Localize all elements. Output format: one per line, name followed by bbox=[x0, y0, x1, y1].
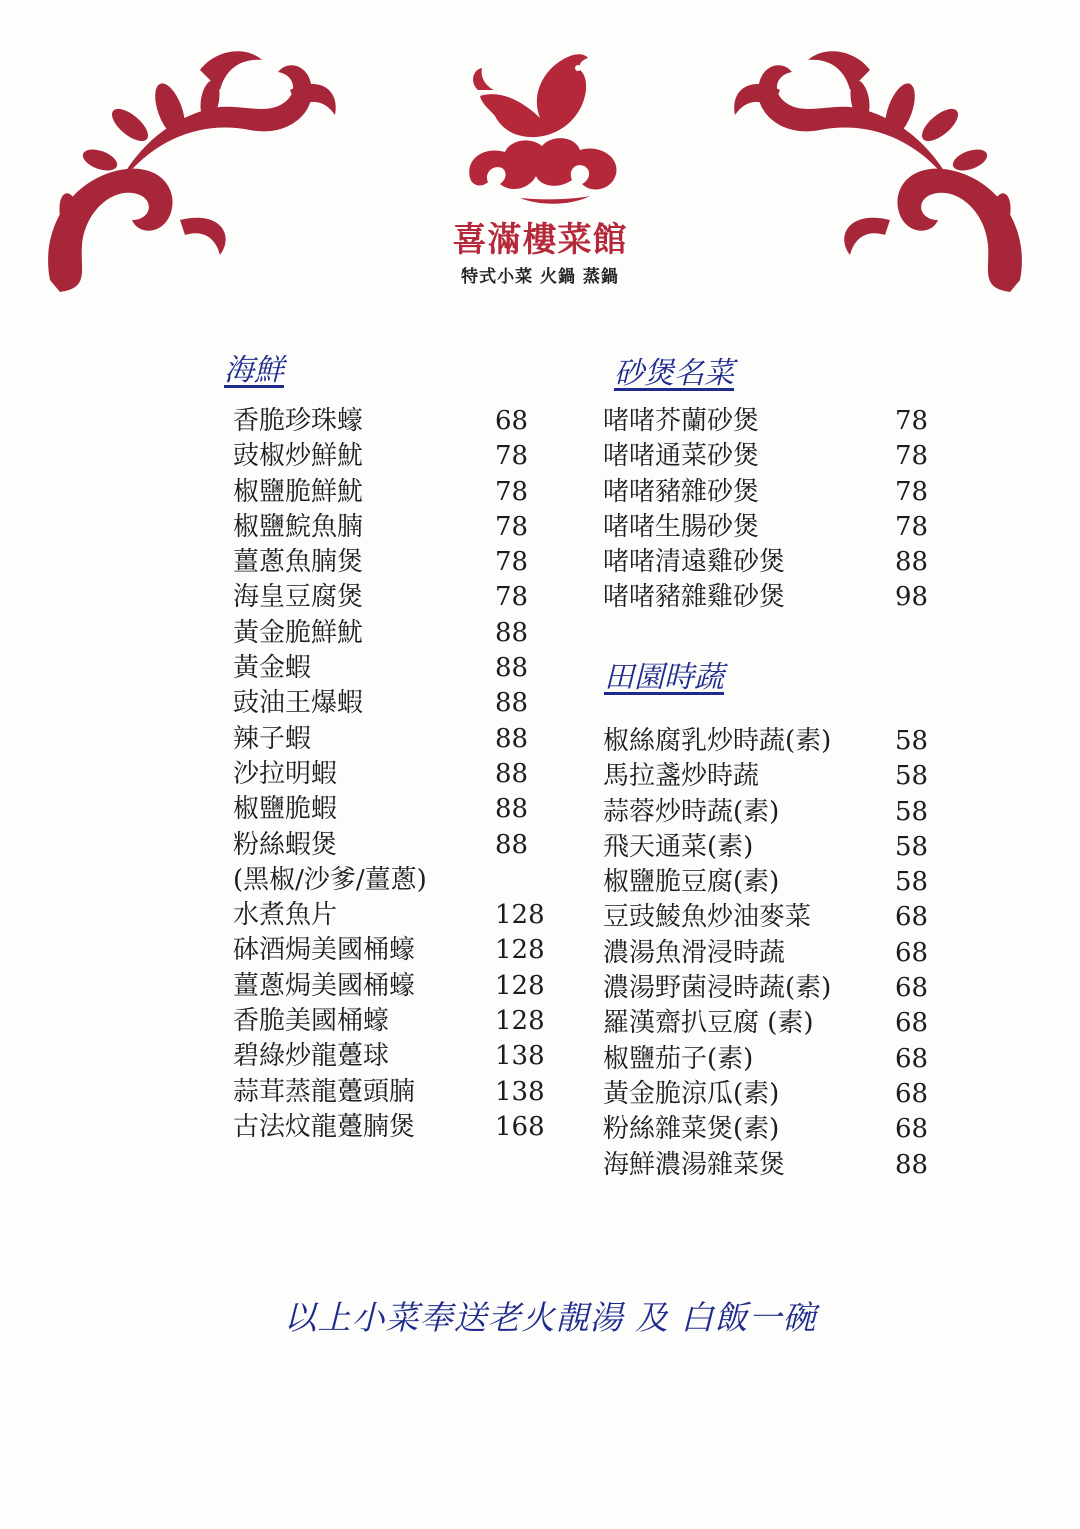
restaurant-subtitle: 特式小菜 火鍋 蒸鍋 bbox=[461, 267, 619, 287]
vegetables-menu-list bbox=[603, 724, 929, 1183]
menu-item-price: 138 bbox=[495, 1076, 545, 1107]
menu-item-name: (黑椒/沙爹/薑蔥) bbox=[233, 864, 427, 895]
menu-item-name: 椒鹽脆鮮魷 bbox=[233, 476, 364, 507]
menu-item-name: 香脆珍珠蠔 bbox=[233, 406, 364, 436]
menu-item-price: 78 bbox=[495, 582, 529, 613]
menu-item-price: 138 bbox=[495, 1041, 545, 1072]
menu-item-name: 碧綠炒龍躉球 bbox=[233, 1041, 390, 1072]
menu-item-price: 88 bbox=[495, 653, 529, 684]
menu-item-price: 68 bbox=[895, 1008, 929, 1039]
menu-item-name: 粉絲雜菜煲(素) bbox=[603, 1114, 780, 1145]
menu-item-name: 薑蔥焗美國桶蠔 bbox=[233, 970, 416, 1001]
menu-item-name: 黃金蝦 bbox=[233, 653, 312, 684]
menu-item-name: 椒鹽茄子(素) bbox=[603, 1043, 754, 1074]
menu-item-name: 粉絲蝦煲 bbox=[233, 829, 338, 860]
menu-item-price: 68 bbox=[895, 1114, 929, 1145]
menu-item bbox=[233, 651, 529, 686]
menu-item-name: 飛天通菜(素) bbox=[603, 831, 754, 862]
menu-item-name: 水煮魚片 bbox=[233, 900, 338, 931]
menu-item-name: 薑蔥魚腩煲 bbox=[233, 547, 364, 578]
menu-item bbox=[233, 792, 529, 827]
menu-item bbox=[233, 969, 545, 1004]
menu-item bbox=[233, 1075, 545, 1110]
menu-item bbox=[603, 936, 929, 971]
menu-item-price: 68 bbox=[895, 1078, 929, 1109]
menu-item-name: 椒鹽鯇魚腩 bbox=[233, 511, 364, 542]
menu-item bbox=[233, 933, 545, 968]
menu-item-price: 88 bbox=[895, 547, 929, 578]
menu-item-name: 蒜茸蒸龍躉頭腩 bbox=[233, 1076, 416, 1107]
footer-note: 以上小菜奉送老火靚湯 及 白飯一碗 bbox=[283, 1298, 817, 1337]
menu-item bbox=[233, 475, 529, 510]
claypot-menu-list bbox=[603, 404, 929, 616]
menu-item bbox=[603, 510, 929, 545]
menu-item-price: 78 bbox=[495, 511, 529, 542]
menu-item-price: 128 bbox=[495, 900, 545, 931]
menu-item-name: 古法炆龍躉腩煲 bbox=[233, 1111, 416, 1142]
menu-item-name: 香脆美國桶蠔 bbox=[233, 1006, 390, 1037]
menu-item-name: 濃湯野菌浸時蔬(素) bbox=[603, 973, 832, 1004]
menu-item bbox=[233, 757, 529, 792]
section-title-claypot: 砂煲名菜 bbox=[614, 356, 734, 391]
menu-item bbox=[603, 724, 929, 759]
menu-item-price: 78 bbox=[895, 476, 929, 507]
corner-ornament-right bbox=[720, 30, 1040, 320]
corner-ornament-left bbox=[30, 30, 350, 320]
menu-item-name: 啫啫通菜砂煲 bbox=[603, 441, 760, 472]
menu-item-name: 羅漢齋扒豆腐 (素) bbox=[603, 1008, 814, 1039]
menu-item-price: 58 bbox=[895, 831, 929, 862]
menu-item bbox=[603, 865, 929, 900]
menu-item bbox=[233, 616, 529, 651]
menu-item-price: 58 bbox=[895, 867, 929, 898]
menu-item bbox=[603, 475, 929, 510]
menu-item-name: 黃金脆涼瓜(素) bbox=[603, 1078, 780, 1109]
menu-item-price: 78 bbox=[895, 441, 929, 472]
menu-item-price: 68 bbox=[895, 902, 929, 933]
menu-item-price: 78 bbox=[895, 511, 929, 542]
menu-item-price: 58 bbox=[895, 761, 929, 792]
menu-item-name: 啫啫豬雜雞砂煲 bbox=[603, 582, 786, 613]
menu-item bbox=[603, 545, 929, 580]
menu-item-price: 58 bbox=[895, 796, 929, 827]
menu-item-price: 68 bbox=[895, 1043, 929, 1074]
menu-item-price: 98 bbox=[895, 582, 929, 613]
menu-item bbox=[233, 1004, 545, 1039]
section-title-seafood: 海鮮 bbox=[224, 353, 284, 388]
menu-item-price: 88 bbox=[895, 1149, 929, 1180]
menu-item-price: 88 bbox=[495, 723, 529, 754]
menu-item-price: 78 bbox=[495, 441, 529, 472]
menu-item-price: 68 bbox=[895, 937, 929, 968]
menu-item bbox=[603, 580, 929, 615]
restaurant-name: 喜滿樓菜館 bbox=[452, 220, 628, 260]
menu-item-price: 58 bbox=[895, 726, 929, 756]
fish-cloud-logo-icon bbox=[460, 48, 630, 208]
section-title-vegetables: 田園時蔬 bbox=[604, 660, 724, 695]
menu-item bbox=[233, 545, 529, 580]
menu-item-name: 豉油王爆蝦 bbox=[233, 688, 364, 719]
menu-item bbox=[233, 404, 529, 439]
menu-item-price: 128 bbox=[495, 970, 545, 1001]
menu-item-name: 啫啫清遠雞砂煲 bbox=[603, 547, 786, 578]
menu-item-name: 啫啫豬雜砂煲 bbox=[603, 476, 760, 507]
menu-item-name: 椒鹽脆豆腐(素) bbox=[603, 867, 780, 898]
menu-item-name: 海鮮濃湯雜菜煲 bbox=[603, 1149, 786, 1180]
menu-item-price: 78 bbox=[495, 476, 529, 507]
menu-item bbox=[603, 795, 929, 830]
menu-item-name: 椒絲腐乳炒時蔬(素) bbox=[603, 726, 832, 756]
menu-item bbox=[603, 759, 929, 794]
seafood-menu-list bbox=[233, 404, 545, 1145]
menu-item bbox=[603, 439, 929, 474]
menu-item-price: 78 bbox=[495, 547, 529, 578]
menu-item bbox=[233, 510, 529, 545]
menu-item-price: 88 bbox=[495, 794, 529, 825]
menu-item-price: 88 bbox=[495, 758, 529, 789]
menu-item bbox=[603, 830, 929, 865]
menu-item-price: 88 bbox=[495, 829, 529, 860]
menu-item-price: 68 bbox=[895, 973, 929, 1004]
menu-item bbox=[603, 404, 929, 439]
menu-item bbox=[233, 898, 545, 933]
menu-item-price: 128 bbox=[495, 1006, 545, 1037]
menu-item-name: 濃湯魚滑浸時蔬 bbox=[603, 937, 786, 968]
menu-item bbox=[603, 1042, 929, 1077]
menu-item-name: 蒜蓉炒時蔬(素) bbox=[603, 796, 780, 827]
menu-item bbox=[603, 971, 929, 1006]
menu-item bbox=[233, 580, 529, 615]
menu-item bbox=[233, 686, 529, 721]
menu-item bbox=[233, 863, 427, 898]
menu-item bbox=[233, 439, 529, 474]
menu-item bbox=[603, 1006, 929, 1041]
menu-item-name: 啫啫生腸砂煲 bbox=[603, 511, 760, 542]
menu-item-price: 88 bbox=[495, 617, 529, 648]
menu-item bbox=[233, 1110, 545, 1145]
menu-item-name: 豆豉鯪魚炒油麥菜 bbox=[603, 902, 812, 933]
menu-item bbox=[233, 722, 529, 757]
menu-item bbox=[603, 1112, 929, 1147]
menu-item-name: 黃金脆鮮魷 bbox=[233, 617, 364, 648]
menu-item bbox=[603, 900, 929, 935]
menu-item-name: 椒鹽脆蝦 bbox=[233, 794, 338, 825]
menu-item-name: 辣子蝦 bbox=[233, 723, 312, 754]
menu-item bbox=[233, 1039, 545, 1074]
menu-item-name: 海皇豆腐煲 bbox=[233, 582, 364, 613]
menu-item bbox=[603, 1077, 929, 1112]
menu-item-name: 沙拉明蝦 bbox=[233, 758, 338, 789]
menu-item-price: 128 bbox=[495, 935, 545, 966]
menu-item-name: 砵酒焗美國桶蠔 bbox=[233, 935, 416, 966]
menu-item bbox=[233, 828, 529, 863]
menu-item-name: 豉椒炒鮮魷 bbox=[233, 441, 364, 472]
menu-item-name: 啫啫芥蘭砂煲 bbox=[603, 406, 760, 436]
menu-item bbox=[603, 1148, 929, 1183]
menu-item-price: 88 bbox=[495, 688, 529, 719]
menu-item-name: 馬拉盞炒時蔬 bbox=[603, 761, 760, 792]
menu-item-price: 168 bbox=[495, 1111, 545, 1142]
menu-item-price: 78 bbox=[895, 406, 929, 436]
menu-item-price: 68 bbox=[495, 406, 529, 436]
